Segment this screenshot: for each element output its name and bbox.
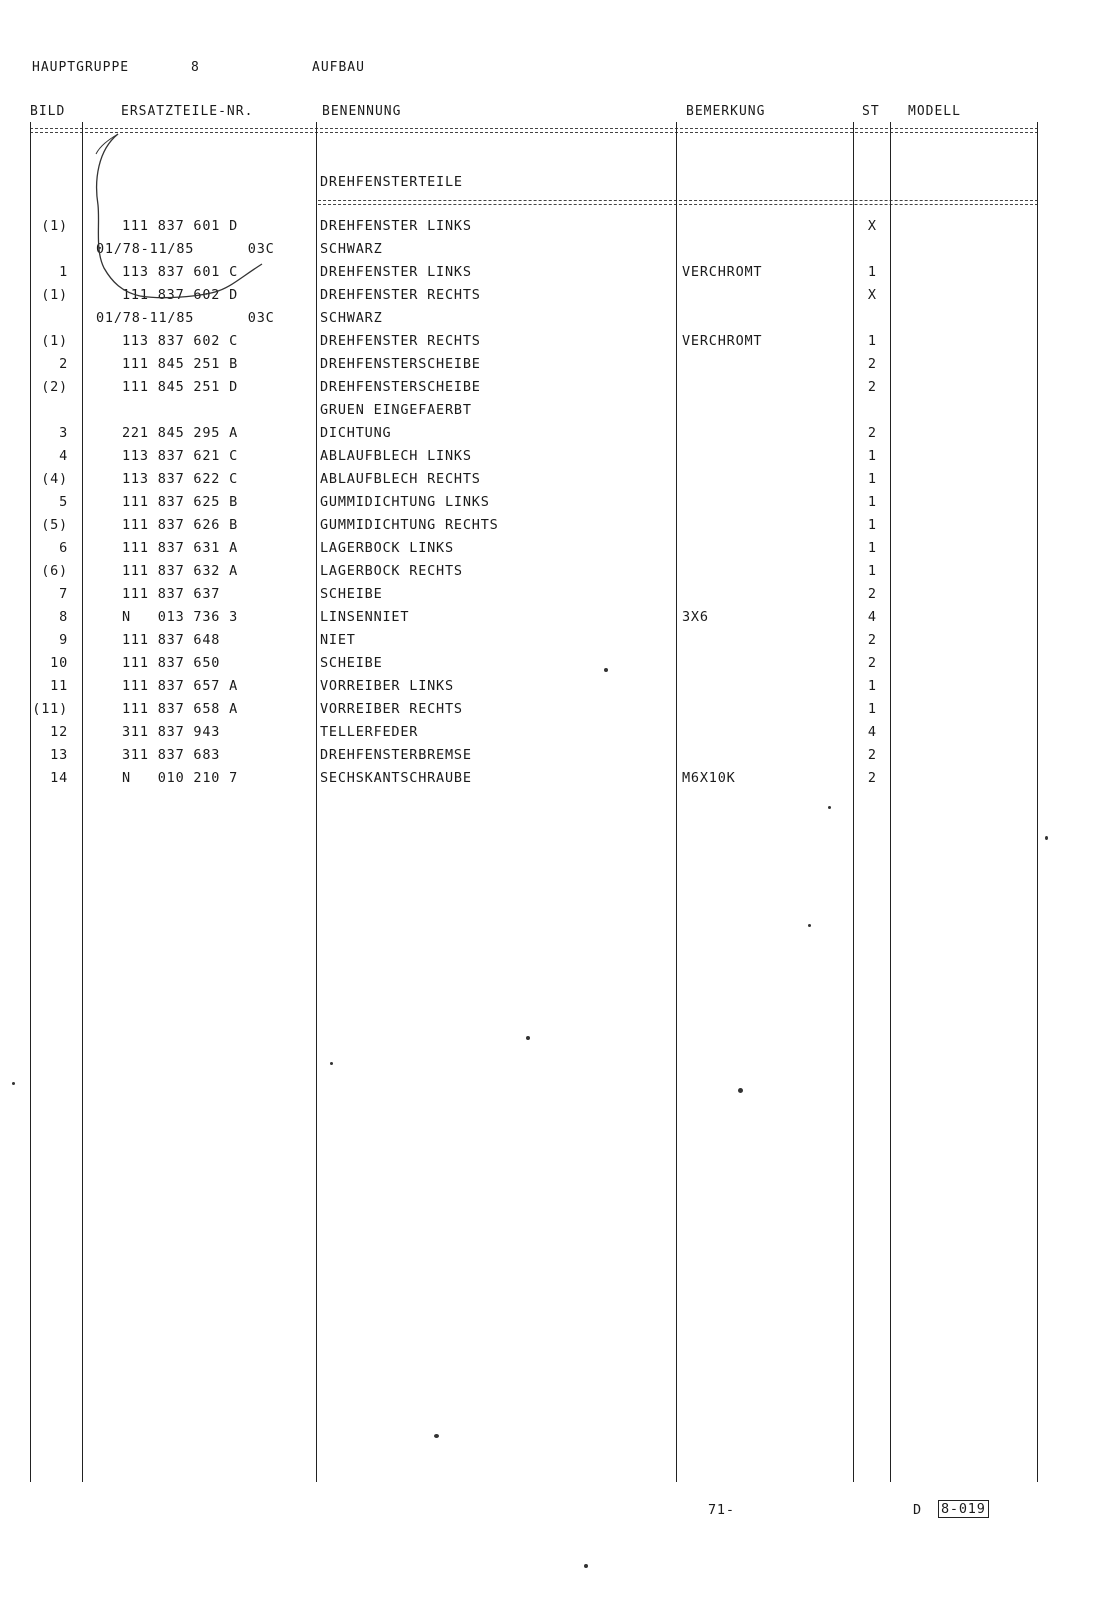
cell-bild: 5 xyxy=(59,494,68,510)
cell-ersatzteile-nr: N 013 736 3 xyxy=(122,609,239,625)
cell-st: 1 xyxy=(867,540,877,556)
cell-bild: 14 xyxy=(50,770,68,786)
cell-ersatzteile-nr: 111 837 626 B xyxy=(122,517,239,533)
cell-bemerkung: M6X10K xyxy=(682,770,736,786)
speck xyxy=(526,1036,530,1040)
cell-st: 2 xyxy=(867,586,877,602)
cell-ersatzteile-nr: 111 837 650 xyxy=(122,655,221,671)
cell-benennung: DREHFENSTER LINKS xyxy=(320,218,472,234)
cell-st: 1 xyxy=(867,448,877,464)
cell-bild: 10 xyxy=(50,655,68,671)
cell-bild: 13 xyxy=(50,747,68,763)
column-header-ersatzteile-nr: ERSATZTEILE-NR. xyxy=(121,104,254,119)
speck xyxy=(738,1088,743,1093)
cell-st: X xyxy=(867,218,877,234)
speck xyxy=(12,1082,15,1085)
cell-benennung: LAGERBOCK LINKS xyxy=(320,540,454,556)
cell-benennung: VORREIBER LINKS xyxy=(320,678,454,694)
speck xyxy=(828,806,831,809)
cell-ersatzteile-nr: N 010 210 7 xyxy=(122,770,239,786)
cell-bild: (1) xyxy=(41,218,68,234)
cell-ersatzteile-nr: 311 837 943 xyxy=(122,724,221,740)
cell-bild: (6) xyxy=(41,563,68,579)
cell-st: 1 xyxy=(867,701,877,717)
cell-st: 4 xyxy=(867,724,877,740)
cell-bild: (1) xyxy=(41,333,68,349)
cell-st: 1 xyxy=(867,333,877,349)
cell-benennung: LINSENNIET xyxy=(320,609,410,625)
cell-st: 2 xyxy=(867,379,877,395)
cell-st: 2 xyxy=(867,425,877,441)
speck xyxy=(808,924,811,927)
cell-st: 1 xyxy=(867,264,877,280)
cell-benennung: DREHFENSTERBREMSE xyxy=(320,747,472,763)
cell-benennung: GRUEN EINGEFAERBT xyxy=(320,402,472,418)
column-header-benennung: BENENNUNG xyxy=(322,104,402,119)
cell-benennung: DREHFENSTERSCHEIBE xyxy=(320,379,481,395)
cell-benennung: NIET xyxy=(320,632,356,648)
cell-benennung: GUMMIDICHTUNG RECHTS xyxy=(320,517,499,533)
cell-bild: (1) xyxy=(41,287,68,303)
cell-ersatzteile-nr: 113 837 622 C xyxy=(122,471,239,487)
cell-ersatzteile-nr: 111 845 251 D xyxy=(122,379,239,395)
cell-benennung: ABLAUFBLECH RECHTS xyxy=(320,471,481,487)
cell-ersatzteile-nr: 113 837 602 C xyxy=(122,333,239,349)
cell-ersatzteile-nr: 111 837 602 D xyxy=(122,287,239,303)
cell-benennung: SCHEIBE xyxy=(320,586,383,602)
cell-ersatzteile-nr: 111 837 637 xyxy=(122,586,221,602)
cell-bild: (11) xyxy=(32,701,68,717)
cell-bild: 8 xyxy=(59,609,68,625)
cell-benennung: SCHWARZ xyxy=(320,310,383,326)
cell-benennung: GUMMIDICHTUNG LINKS xyxy=(320,494,490,510)
cell-benennung: LAGERBOCK RECHTS xyxy=(320,563,463,579)
section-title: DREHFENSTERTEILE xyxy=(320,174,463,190)
cell-ersatzteile-nr: 111 837 657 A xyxy=(122,678,239,694)
cell-bemerkung: 3X6 xyxy=(682,609,709,625)
cell-st: 2 xyxy=(867,632,877,648)
column-header-st: ST xyxy=(862,104,880,119)
cell-benennung: DREHFENSTER LINKS xyxy=(320,264,472,280)
hauptgruppe-number: 8 xyxy=(191,60,200,75)
cell-benennung: DREHFENSTER RECHTS xyxy=(320,333,481,349)
column-header-modell: MODELL xyxy=(908,104,961,119)
cell-st: 2 xyxy=(867,770,877,786)
cell-ersatzteile-nr: 113 837 621 C xyxy=(122,448,239,464)
footer-letter: D xyxy=(913,1502,922,1518)
cell-benennung: DICHTUNG xyxy=(320,425,392,441)
cell-bild: (2) xyxy=(41,379,68,395)
cell-ersatzteile-nr: 111 845 251 B xyxy=(122,356,239,372)
cell-ersatzteile-nr: 01/78-11/85 03C xyxy=(96,310,275,326)
cell-st: 4 xyxy=(867,609,877,625)
cell-st: 2 xyxy=(867,747,877,763)
cell-benennung: VORREIBER RECHTS xyxy=(320,701,463,717)
cell-bild: 1 xyxy=(59,264,68,280)
cell-bild: 11 xyxy=(50,678,68,694)
cell-ersatzteile-nr: 113 837 601 C xyxy=(122,264,239,280)
cell-st: 1 xyxy=(867,563,877,579)
cell-bemerkung: VERCHROMT xyxy=(682,264,763,280)
cell-benennung: TELLERFEDER xyxy=(320,724,419,740)
cell-ersatzteile-nr: 111 837 658 A xyxy=(122,701,239,717)
speck xyxy=(330,1062,333,1065)
cell-bild: 4 xyxy=(59,448,68,464)
cell-ersatzteile-nr: 111 837 601 D xyxy=(122,218,239,234)
cell-benennung: SCHEIBE xyxy=(320,655,383,671)
group-name: AUFBAU xyxy=(312,60,365,75)
cell-bild: (5) xyxy=(41,517,68,533)
cell-benennung: SCHWARZ xyxy=(320,241,383,257)
cell-st: 2 xyxy=(867,655,877,671)
cell-bild: 9 xyxy=(59,632,68,648)
cell-bild: 7 xyxy=(59,586,68,602)
cell-st: 2 xyxy=(867,356,877,372)
cell-bild: 6 xyxy=(59,540,68,556)
cell-benennung: SECHSKANTSCHRAUBE xyxy=(320,770,472,786)
cell-ersatzteile-nr: 111 837 625 B xyxy=(122,494,239,510)
cell-benennung: DREHFENSTER RECHTS xyxy=(320,287,481,303)
column-header-bild: BILD xyxy=(30,104,66,119)
speck xyxy=(434,1434,439,1438)
cell-ersatzteile-nr: 01/78-11/85 03C xyxy=(96,241,275,257)
speck xyxy=(1045,836,1048,840)
cell-st: X xyxy=(867,287,877,303)
cell-bild: 12 xyxy=(50,724,68,740)
cell-bemerkung: VERCHROMT xyxy=(682,333,763,349)
cell-ersatzteile-nr: 311 837 683 xyxy=(122,747,221,763)
cell-st: 1 xyxy=(867,517,877,533)
cell-bild: 3 xyxy=(59,425,68,441)
cell-ersatzteile-nr: 111 837 648 xyxy=(122,632,221,648)
cell-ersatzteile-nr: 221 845 295 A xyxy=(122,425,239,441)
cell-benennung: DREHFENSTERSCHEIBE xyxy=(320,356,481,372)
speck xyxy=(604,668,608,672)
cell-st: 1 xyxy=(867,678,877,694)
page-code: 8-019 xyxy=(938,1500,989,1518)
cell-ersatzteile-nr: 111 837 631 A xyxy=(122,540,239,556)
cell-st: 1 xyxy=(867,471,877,487)
page-number: 71- xyxy=(708,1502,735,1518)
column-header-bemerkung: BEMERKUNG xyxy=(686,104,766,119)
cell-bild: (4) xyxy=(41,471,68,487)
speck xyxy=(584,1564,588,1568)
cell-st: 1 xyxy=(867,494,877,510)
cell-bild: 2 xyxy=(59,356,68,372)
cell-ersatzteile-nr: 111 837 632 A xyxy=(122,563,239,579)
cell-benennung: ABLAUFBLECH LINKS xyxy=(320,448,472,464)
hauptgruppe-label: HAUPTGRUPPE xyxy=(32,60,130,75)
